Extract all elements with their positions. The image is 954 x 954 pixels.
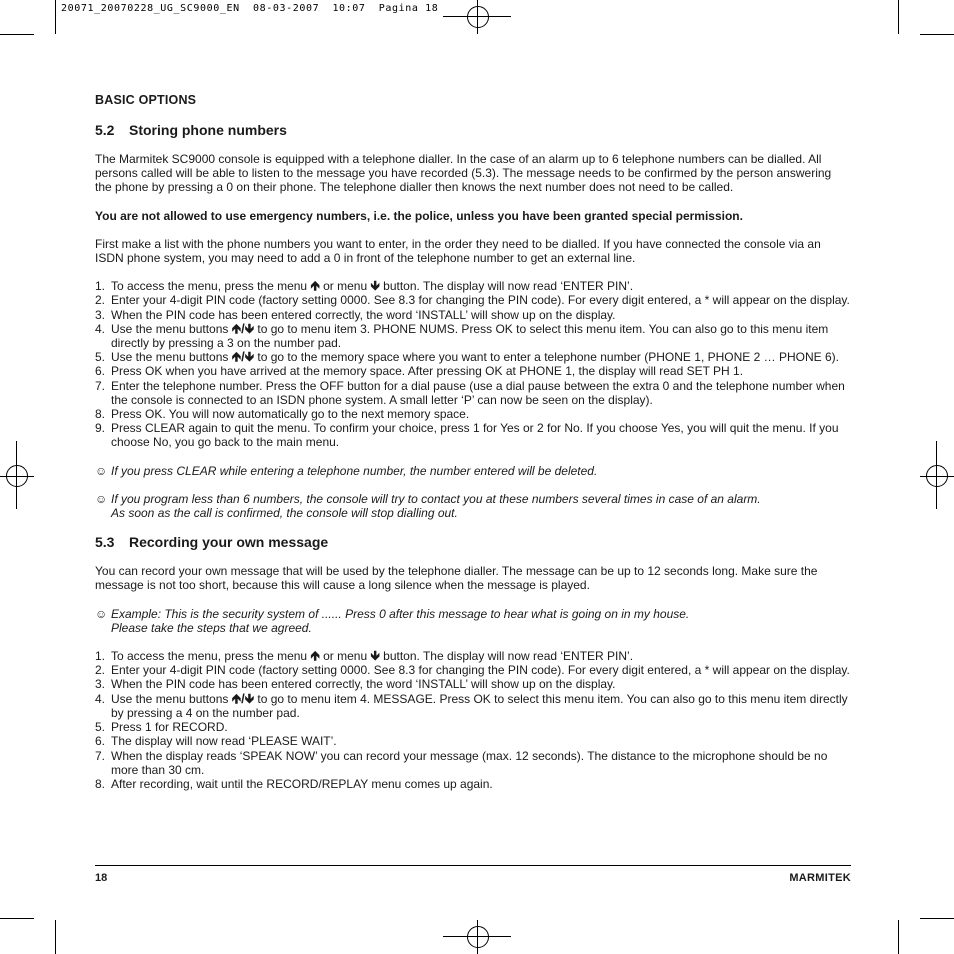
- footer-rule: [95, 865, 851, 866]
- crop-mark: [55, 920, 56, 954]
- list-item: 7. Enter the telephone number. Press the OFF button for a dial pause (use a dial pause between the extra 0 and the telephone number when the console is connected to an ISDN phone system. A small letter ‘P’ can now be seen on the display).: [95, 378, 845, 407]
- crop-mark: [55, 0, 56, 34]
- smiley-icon: ☺: [95, 463, 108, 478]
- list-item: 4. Use the menu buttons 🡹/🡻 to go to menu item 4. MESSAGE. Press OK to select this menu item. You can also go to this menu item directly by pressing a 4 on the number pad.: [95, 690, 848, 720]
- list-item: 3. When the PIN code has been entered correctly, the word ‘INSTALL’ will show up on the display.: [95, 307, 616, 322]
- crop-mark: [898, 0, 899, 34]
- prep-paragraph: First make a list with the phone numbers you want to enter, in the order they need to be dialled. If you have connected the console via an ISDN phone system, you may need to add a 0 in front of the telephone number to get an external line.: [95, 236, 821, 266]
- heading-recording-message: [95, 534, 851, 550]
- arrow-down-icon: 🡻: [370, 278, 380, 294]
- crop-mark: [898, 920, 899, 954]
- heading-storing-phone-numbers: [95, 122, 851, 138]
- list-item: 8. After recording, wait until the RECORD/REPLAY menu comes up again.: [95, 776, 493, 791]
- list-item: 7. When the display reads ‘SPEAK NOW’ you can record your message (max. 12 seconds). The distance to the microphone should be no more than 30 cm.: [95, 748, 828, 777]
- tip-example: ☺ Example: This is the security system of ...... Press 0 after this message to hear what is going on in my house. Please take the steps that we agreed.: [95, 606, 690, 635]
- heading-title: Storing phone numbers: [129, 122, 287, 138]
- section-label: BASIC OPTIONS: [95, 93, 197, 107]
- list-item: 2. Enter your 4-digit PIN code (factory setting 0000. See 8.3 for changing the PIN code). For every digit entered, a * will appear on the display.: [95, 663, 850, 678]
- arrow-up-down-icon: 🡹/🡻: [231, 690, 255, 706]
- arrow-up-icon: 🡹: [310, 278, 320, 294]
- list-item: 9. Press CLEAR again to quit the menu. To confirm your choice, press 1 for Yes or 2 for No. If you choose Yes, you will quit the menu. If you choose No, you go back to the main menu.: [95, 421, 839, 450]
- heading-title: Recording your own message: [129, 534, 329, 551]
- list-item: 6. The display will now read ‘PLEASE WAIT’.: [95, 734, 337, 749]
- crop-mark: [0, 34, 34, 35]
- list-item: 1. To access the menu, press the menu 🡹 or menu 🡻 button. The display will now read ‘ENTER PIN’.: [95, 648, 634, 664]
- list-item: 8. Press OK. You will now automatically go to the next memory space.: [95, 407, 470, 422]
- list-item: 3. When the PIN code has been entered correctly, the word ‘INSTALL’ will show up on the display.: [95, 677, 616, 692]
- tip-less-numbers: ☺ If you program less than 6 numbers, the console will try to contact you at these numbers several times in case of an alarm. As soon as the call is confirmed, the console will stop dialling out.: [95, 491, 761, 521]
- crop-mark: [920, 918, 954, 919]
- list-item: 1. To access the menu, press the menu 🡹 or menu 🡻 button. The display will now read ‘ENTER PIN’.: [95, 278, 634, 294]
- steps-list: [95, 279, 851, 449]
- arrow-down-icon: 🡻: [370, 648, 380, 664]
- page-content: [95, 93, 851, 805]
- crop-mark: [920, 34, 954, 35]
- arrow-up-down-icon: 🡹/🡻: [231, 349, 255, 365]
- intro-paragraph: You can record your own message that will be used by the telephone dialler. The message can be up to 12 seconds long. Make sure the message is not too short, because this will cause a long silence when the message is played.: [95, 564, 818, 593]
- tip-clear: ☺ If you press CLEAR while entering a telephone number, the number entered will be deleted.: [95, 463, 598, 478]
- page-number: 18: [95, 872, 108, 884]
- arrow-up-down-icon: 🡹/🡻: [231, 320, 255, 336]
- list-item: 6. Press OK when you have arrived at the memory space. After pressing OK at PHONE 1, the display will read SET PH 1.: [95, 364, 744, 379]
- smiley-icon: ☺: [95, 491, 108, 506]
- brand-name: MARMITEK: [789, 872, 851, 884]
- arrow-up-icon: 🡹: [310, 648, 320, 664]
- list-item: 4. Use the menu buttons 🡹/🡻 to go to menu item 3. PHONE NUMS. Press OK to select this menu item. You can also go to this menu item directly by pressing a 3 on the number pad.: [95, 320, 829, 351]
- heading-number: 5.2: [95, 122, 115, 138]
- crop-mark: [0, 918, 34, 919]
- list-item: 5. Use the menu buttons 🡹/🡻 to go to the memory space where you want to enter a telephone number (PHONE 1, PHONE 2 … PHONE 6).: [95, 349, 839, 365]
- intro-paragraph: The Marmitek SC9000 console is equipped with a telephone dialler. In the case of an alarm up to 6 telephone numbers can be dialled. All persons called will be able to listen to the message you have recorded (5.3). The message needs to be confirmed by the person answering the phone by pressing a 0 on their phone. The telephone dialler then knows the next number does not need to be called.: [95, 152, 832, 195]
- list-item: 5. Press 1 for RECORD.: [95, 720, 228, 735]
- warning-paragraph: You are not allowed to use emergency numbers, i.e. the police, unless you have been granted special permission.: [95, 208, 743, 223]
- list-item: 2. Enter your 4-digit PIN code (factory setting 0000. See 8.3 for changing the PIN code). For every digit entered, a * will appear on the display.: [95, 293, 850, 308]
- print-slug: 20071_20070228_UG_SC9000_EN 08-03-2007 10:07 Pagina 18: [61, 3, 439, 14]
- heading-number: 5.3: [95, 534, 115, 551]
- steps-list: [95, 649, 851, 791]
- smiley-icon: ☺: [95, 606, 108, 621]
